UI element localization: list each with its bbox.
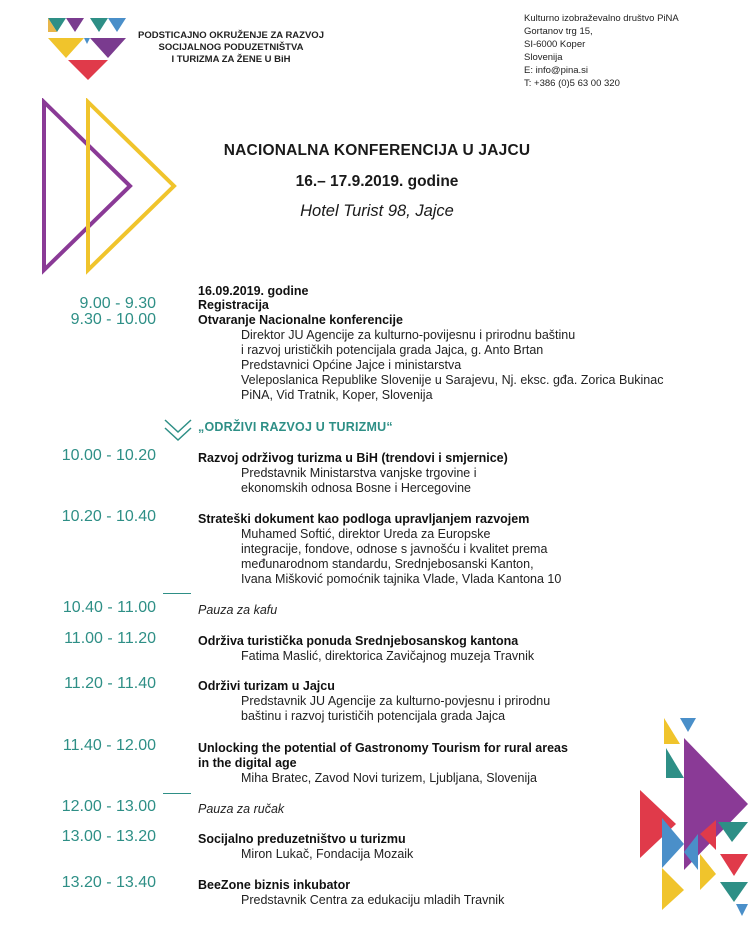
time-slot: 10.20 - 10.40: [61, 508, 156, 525]
opening-speakers: [241, 328, 663, 403]
speaker-line: Predstavnici Općine Jajce i ministarstva: [241, 358, 462, 372]
session-speakers: [241, 466, 477, 496]
session-title: Unlocking the potential of Gastronomy Tourism for rural areas: [198, 741, 568, 755]
speaker-line: Predstavnik Ministarstva vanjske trgovine i: [241, 466, 477, 480]
conference-venue: Hotel Turist 98, Jajce: [300, 202, 454, 220]
org-line: SOCIJALNOG PODUZETNIŠTVA: [158, 42, 304, 53]
session-title: BeeZone biznis inkubator: [198, 878, 351, 892]
pause-label: Pauza za kafu: [198, 603, 278, 617]
pause-label: Pauza za ručak: [198, 802, 285, 816]
contact-block: [524, 12, 679, 90]
conference-dates: 16.– 17.9.2019. godine: [295, 173, 459, 190]
section-title: „ODRŽIVI RAZVOJ U TURIZMU“: [198, 420, 393, 434]
speaker-line: Direktor JU Agencije za kulturno-povijesnu i prirodnu baštinu: [241, 328, 576, 342]
session-title: Razvoj održivog turizma u BiH (trendovi i smjernice): [198, 451, 508, 465]
time-slot: 10.40 - 11.00: [62, 599, 156, 616]
time-slot: 9.30 - 10.00: [70, 311, 156, 328]
speaker-line: Miha Bratec, Zavod Novi turizem, Ljubljana, Slovenija: [241, 771, 537, 785]
session-title: Socijalno preduzetništvo u turizmu: [198, 832, 406, 846]
speaker-line: Predstavnik JU Agencije za kulturno-povjesnu i prirodnu: [241, 694, 551, 708]
speaker-line: Veleposlanica Republike Slovenije u Sarajevu, Nj. eksc. gđa. Zorica Bukinac: [241, 373, 664, 387]
session-speakers: [241, 771, 537, 786]
speaker-line: Fatima Maslić, direktorica Zavičajnog muzeja Travnik: [241, 649, 535, 663]
triangle-mosaic-decoration: [636, 714, 752, 920]
time-slot: 11.40 - 12.00: [62, 737, 156, 754]
contact-line: SI-6000 Koper: [524, 39, 586, 50]
speaker-line: integracije, fondove, odnose s javnošću i kvalitet prema: [241, 542, 548, 556]
time-slot: 12.00 - 13.00: [61, 798, 156, 815]
speaker-line: Ivana Mišković pomoćnik tajnika Vlade, Vlada Kantona 10: [241, 572, 562, 586]
registration-title: Registracija: [198, 298, 269, 312]
speaker-line: međunarodnom standardu, Srednjebosanski Kanton,: [241, 557, 534, 571]
contact-line: Kulturno izobraževalno društvo PiNA: [524, 13, 679, 24]
session-title: Održiva turistička ponuda Srednjebosanskog kantona: [198, 634, 519, 648]
speaker-line: i razvoj urističkih potencijala grada Jajca, g. Anto Brtan: [241, 343, 544, 357]
time-slot: 9.00 - 9.30: [79, 295, 156, 312]
speaker-line: PiNA, Vid Tratnik, Koper, Slovenija: [241, 388, 433, 402]
time-slot: 11.20 - 11.40: [64, 675, 156, 692]
speaker-line: baštinu i razvoj turističih potencijala grada Jajca: [241, 709, 506, 723]
session-title: Strateški dokument kao podloga upravljanjem razvojem: [198, 512, 530, 526]
session-speakers: [241, 649, 534, 664]
contact-phone: T: +386 (0)5 63 00 320: [524, 78, 620, 89]
logo-icon: [46, 14, 134, 82]
session-speakers: [241, 893, 504, 908]
divider: [163, 593, 191, 594]
contact-line: Gortanov trg 15,: [524, 26, 593, 37]
session-speakers: [241, 694, 550, 724]
speaker-line: Miron Lukač, Fondacija Mozaik: [241, 847, 414, 861]
session-title: Održivi turizam u Jajcu: [198, 679, 335, 693]
opening-title: Otvaranje Nacionalne konferencije: [198, 313, 403, 327]
speaker-line: Muhamed Softić, direktor Ureda za Europske: [241, 527, 491, 541]
contact-email[interactable]: E: info@pina.si: [524, 65, 589, 76]
contact-line: Slovenija: [524, 52, 563, 63]
org-name: [138, 30, 324, 66]
session-speakers: [241, 527, 561, 587]
session-speakers: [241, 847, 413, 862]
conference-title: NACIONALNA KONFERENCIJA U JAJCU: [223, 142, 531, 159]
time-slot: 13.00 - 13.20: [61, 828, 156, 845]
divider: [163, 793, 191, 794]
speaker-line: Predstavnik Centra za edukaciju mladih Travnik: [241, 893, 505, 907]
speaker-line: ekonomskih odnosa Bosne i Hercegovine: [241, 481, 471, 495]
day-date: 16.09.2019. godine: [198, 284, 309, 298]
time-slot: 11.00 - 11.20: [64, 630, 156, 647]
org-line: PODSTICAJNO OKRUŽENJE ZA RAZVOJ: [138, 30, 324, 41]
session-title-cont: in the digital age: [198, 756, 297, 770]
time-slot: 13.20 - 13.40: [61, 874, 156, 891]
org-line: I TURIZMA ZA ŽENE U BiH: [171, 54, 291, 65]
chevron-down-icon: [163, 418, 193, 444]
time-slot: 10.00 - 10.20: [61, 447, 156, 464]
